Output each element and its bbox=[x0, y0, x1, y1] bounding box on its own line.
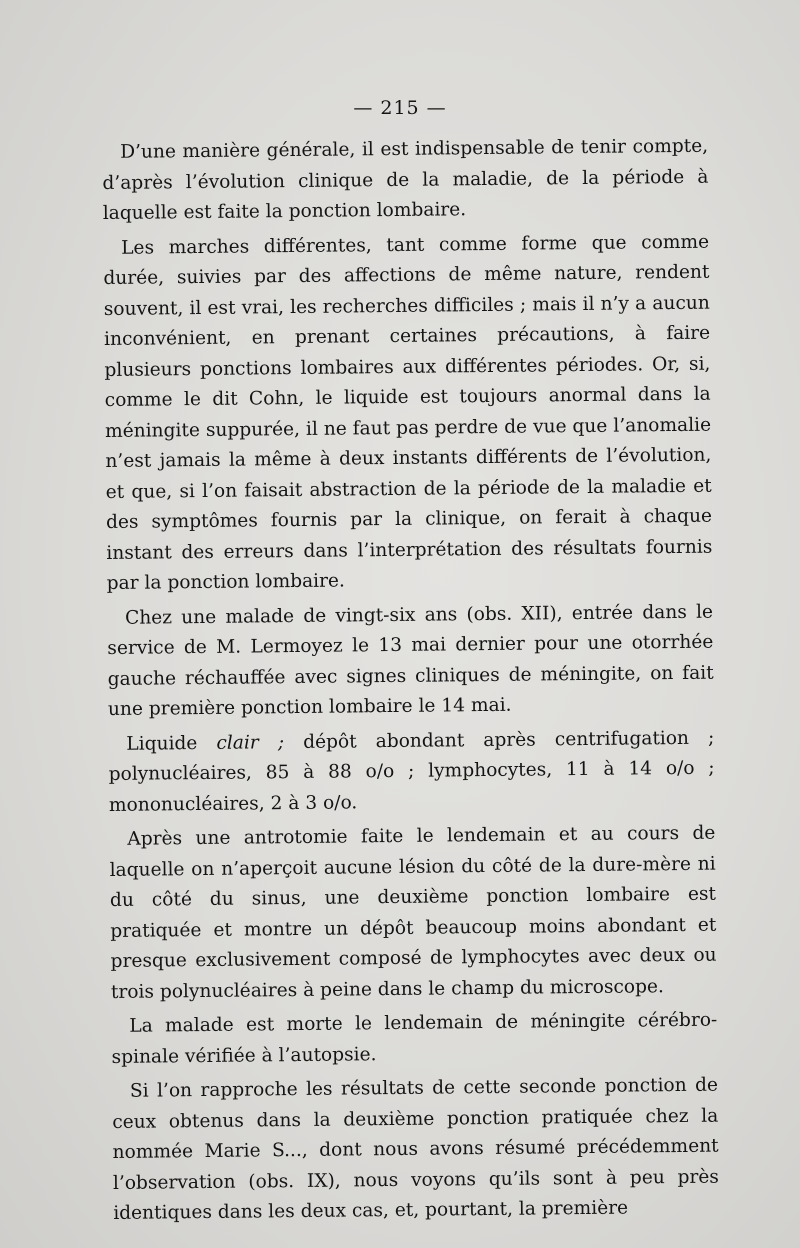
paragraph-4-after: dépôt abondant après centrifugation ; polynucléaires, 85 à 88 o/o ; lymphocytes, 11 à 14 o/o ; mononucléaires, 2 à 3 o/o. bbox=[108, 727, 715, 816]
paragraph-4-text: Liquide bbox=[126, 732, 217, 755]
paragraph-2-text: Les marches différentes, tant comme forme que comme durée, suivies par des affections de même nature, rendent souvent, il est vrai, les recherches difficiles ; mais il n’y a aucun inconvénient, en prenant certaines précautions, à faire plusieurs ponctions lombaires aux différentes périodes. Or, si, comme le dit Cohn, le liquide est toujours anormal dans la méningite suppurée, il ne faut pas perdre de vue que l’anomalie n’est jamais la même à deux instants différents de l’évolution, et que, si l’on faisait abstraction de la période de la maladie et des symptômes fournis par la clinique, on ferait à chaque instant des erreurs dans l’interprétation des résultats fournis par la ponction lombaire. bbox=[103, 231, 713, 594]
paragraph-1 bbox=[102, 132, 709, 230]
paragraph-3-text: Chez une malade de vingt-six ans (obs. XII), entrée dans le service de M. Lermoyez le 13 mai dernier pour une otorrhée gauche réchauffée avec signes cliniques de méningite, on fait une première ponction lombaire le 14 mai. bbox=[107, 601, 714, 720]
paragraph-6-text: La malade est morte le lendemain de méningite cérébro-spinale vérifiée à l’autopsie. bbox=[111, 1009, 718, 1068]
body-text bbox=[102, 132, 719, 1234]
paragraph-3 bbox=[107, 597, 714, 725]
paragraph-7 bbox=[112, 1071, 720, 1230]
paragraph-5-text: Après une antrotomie faite le lendemain et au cours de laquelle on n’aperçoit aucune lésion du côté de la dure-mère ni du côté du sinus, une deuxième ponction lombaire est pratiquée et montre un dépôt beaucoup moins abondant et presque exclusivement composé de lymphocytes avec deux ou trois polynucléaires à peine dans le champ du microscope. bbox=[109, 822, 717, 1003]
paragraph-7-text: Si l’on rapproche les résultats de cette seconde ponction de ceux obtenus dans la deuxième ponction pratiquée chez la nommée Marie S..., dont nous avons résumé précédemment l’observation (obs. IX), nous voyons qu’ils sont à peu près identiques dans les deux cas, et, pourtant, la première bbox=[112, 1074, 720, 1224]
page-number: — 215 — bbox=[353, 97, 447, 119]
paragraph-1-text: D’une manière générale, il est indispensable de tenir compte, d’après l’évolution clinique de la maladie, de la période à laquelle est faite la ponction lombaire. bbox=[102, 135, 709, 224]
paragraph-4 bbox=[108, 723, 715, 821]
paragraph-5 bbox=[109, 819, 717, 1008]
paragraph-4-italic: clair ; bbox=[216, 731, 285, 754]
paragraph-2 bbox=[103, 227, 713, 599]
paragraph-6 bbox=[111, 1006, 718, 1073]
